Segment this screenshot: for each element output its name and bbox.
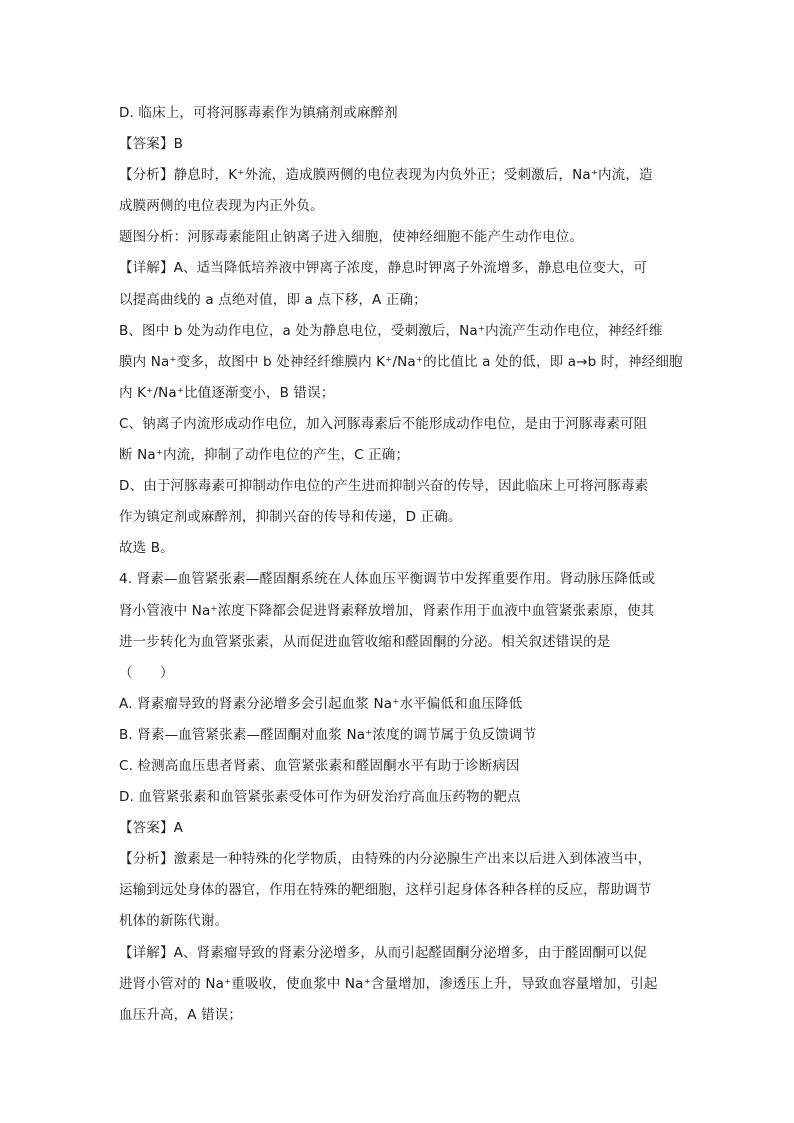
- explanation-line: C、钠离子内流形成动作电位，加入河豚毒素后不能形成动作电位，是由于河豚毒素可阻: [119, 415, 648, 432]
- analysis-line: 运输到远处身体的器官，作用在特殊的靶细胞，这样引起身体各种各样的反应，帮助调节: [119, 882, 652, 899]
- explanation-line: 以提高曲线的 a 点绝对值，即 a 点下移，A 正确；: [119, 291, 427, 308]
- option-b-line: B. 肾素—血管紧张素—醛固酮对血浆 Na⁺浓度的调节属于负反馈调节: [119, 726, 537, 743]
- explanation-line: B、图中 b 处为动作电位，a 处为静息电位，受刺激后，Na⁺内流产生动作电位，神经纤维: [119, 322, 663, 339]
- question-4-line: 4. 肾素—血管紧张素—醛固酮系统在人体血压平衡调节中发挥重要作用。肾动脉压降低或: [119, 571, 656, 588]
- analysis-line: 成膜两侧的电位表现为内正外负。: [119, 198, 324, 215]
- explanation-line: 断 Na⁺内流，抑制了动作电位的产生，C 正确；: [119, 447, 410, 464]
- option-c-line: C. 检测高血压患者肾素、血管紧张素和醛固酮水平有助于诊断病因: [119, 757, 520, 774]
- option-d-line: D. 血管紧张素和血管紧张素受体可作为研发治疗高血压药物的靶点: [119, 789, 521, 806]
- analysis-line: 【分析】激素是一种特殊的化学物质，由特殊的内分泌腺生产出来以后进入到体液当中，: [119, 851, 652, 868]
- analysis-line: 机体的新陈代谢。: [119, 913, 229, 930]
- explanation-line: 膜内 Na⁺变多，故图中 b 处神经纤维膜内 K⁺/Na⁺的比值比 a 处的低，即 a→b 时，神经细胞: [119, 353, 683, 370]
- question-4-line: 进一步转化为血管紧张素，从而促进血管收缩和醛固酮的分泌。相关叙述错误的是: [119, 633, 611, 650]
- explanation-line: 血压升高，A 错误；: [119, 1006, 243, 1023]
- explanation-line: 作为镇定剂或麻醉剂，抑制兴奋的传导和传递，D 正确。: [119, 509, 462, 526]
- question-4-line: 肾小管液中 Na⁺浓度下降都会促进肾素释放增加，肾素作用于血液中血管紧张素原，使其: [119, 602, 655, 619]
- conclusion-line: 故选 B。: [119, 540, 174, 557]
- explanation-line: 【详解】A、肾素瘤导致的肾素分泌增多，从而引起醛固酮分泌增多，由于醛固酮可以促: [119, 944, 648, 961]
- answer-line: 【答案】B: [119, 136, 184, 153]
- answer-blank: （ ）: [119, 664, 174, 681]
- document-page: [119, 98, 683, 1031]
- option-a-line: A. 肾素瘤导致的肾素分泌增多会引起血浆 Na⁺水平偏低和血压降低: [119, 695, 523, 712]
- explanation-line: 进肾小管对的 Na⁺重吸收，使血浆中 Na⁺含量增加，渗透压上升，导致血容量增加，引起: [119, 975, 658, 992]
- option-d-line: D. 临床上，可将河豚毒素作为镇痛剂或麻醉剂: [119, 105, 398, 121]
- explanation-line: 内 K⁺/Na⁺比值逐渐变小，B 错误；: [119, 384, 335, 401]
- figure-analysis-line: 题图分析：河豚毒素能阻止钠离子进入细胞，使神经细胞不能产生动作电位。: [119, 229, 584, 246]
- answer-line: 【答案】A: [119, 820, 183, 837]
- analysis-line: 【分析】静息时，K⁺外流，造成膜两侧的电位表现为内负外正；受刺激后，Na⁺内流，造: [119, 167, 653, 184]
- explanation-line: D、由于河豚毒素可抑制动作电位的产生进而抑制兴奋的传导，因此临床上可将河豚毒素: [119, 478, 649, 495]
- explanation-line: 【详解】A、适当降低培养液中钾离子浓度，静息时钾离子外流增多，静息电位变大，可: [119, 260, 648, 277]
